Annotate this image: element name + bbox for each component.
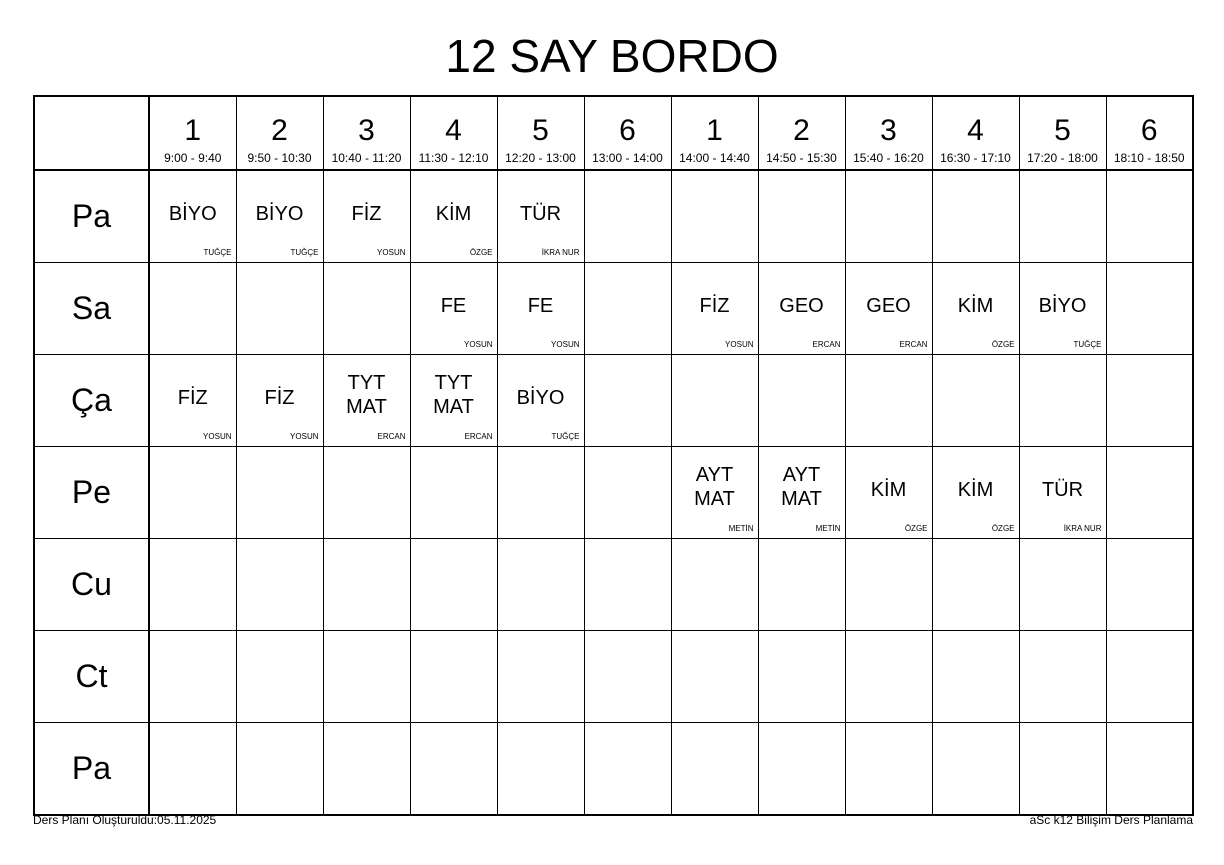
lesson-cell-content bbox=[672, 447, 758, 538]
period-time: 16:30 - 17:10 bbox=[940, 151, 1011, 165]
lesson-cell bbox=[1019, 263, 1106, 355]
lesson-cell bbox=[149, 170, 236, 263]
lesson-cell-content bbox=[585, 631, 671, 722]
lesson-cell-content bbox=[411, 447, 497, 538]
lesson-cell-content bbox=[846, 355, 932, 446]
lesson-cell bbox=[845, 263, 932, 355]
lesson-subject: FİZ bbox=[351, 202, 382, 225]
lesson-cell bbox=[584, 631, 671, 723]
lesson-subject: AYT MAT bbox=[694, 463, 735, 510]
lesson-cell bbox=[932, 170, 1019, 263]
lesson-cell bbox=[323, 447, 410, 539]
period-number: 3 bbox=[880, 114, 897, 147]
lesson-cell bbox=[410, 631, 497, 723]
lesson-cell bbox=[149, 355, 236, 447]
lesson-cell bbox=[323, 355, 410, 447]
lesson-cell-content bbox=[1020, 723, 1106, 814]
lesson-cell-content bbox=[759, 263, 845, 354]
period-number: 2 bbox=[793, 114, 810, 147]
lesson-teacher: TUĞÇE bbox=[551, 432, 580, 441]
lesson-cell bbox=[845, 355, 932, 447]
lesson-cell bbox=[323, 263, 410, 355]
lesson-cell bbox=[1106, 539, 1193, 631]
lesson-cell bbox=[845, 170, 932, 263]
lesson-cell-content bbox=[498, 447, 584, 538]
lesson-cell-content bbox=[933, 355, 1019, 446]
lesson-cell-content bbox=[1107, 539, 1193, 630]
lesson-cell bbox=[410, 447, 497, 539]
lesson-teacher: YOSUN bbox=[464, 340, 493, 349]
lesson-cell-content bbox=[846, 447, 932, 538]
period-number: 4 bbox=[445, 114, 462, 147]
period-time: 13:00 - 14:00 bbox=[592, 151, 663, 165]
period-time: 18:10 - 18:50 bbox=[1113, 151, 1185, 165]
lesson-subject: KİM bbox=[957, 478, 994, 501]
period-number: 5 bbox=[1054, 114, 1071, 147]
lesson-cell bbox=[236, 723, 323, 816]
period-header bbox=[671, 96, 758, 170]
lesson-cell bbox=[410, 263, 497, 355]
lesson-cell-content bbox=[237, 355, 323, 446]
lesson-cell bbox=[1106, 723, 1193, 816]
lesson-cell-content bbox=[672, 539, 758, 630]
period-number: 4 bbox=[967, 114, 984, 147]
lesson-cell bbox=[497, 723, 584, 816]
lesson-cell-content bbox=[237, 631, 323, 722]
lesson-cell bbox=[497, 355, 584, 447]
lesson-cell bbox=[584, 170, 671, 263]
lesson-cell-content bbox=[1020, 447, 1106, 538]
lesson-cell bbox=[671, 355, 758, 447]
lesson-subject: BİYO bbox=[516, 386, 565, 409]
lesson-cell bbox=[149, 723, 236, 816]
lesson-cell-content bbox=[933, 447, 1019, 538]
lesson-cell bbox=[323, 539, 410, 631]
period-number: 1 bbox=[184, 114, 202, 147]
lesson-cell-content bbox=[411, 171, 497, 262]
lesson-cell-content bbox=[411, 263, 497, 354]
lesson-subject: TYT MAT bbox=[346, 371, 387, 418]
lesson-subject: TYT MAT bbox=[433, 371, 474, 418]
lesson-teacher: ERCAN bbox=[464, 432, 493, 441]
lesson-cell-content bbox=[672, 171, 758, 262]
lesson-cell bbox=[671, 723, 758, 816]
lesson-cell bbox=[584, 539, 671, 631]
lesson-subject: KİM bbox=[435, 202, 472, 225]
lesson-teacher: İKRA NUR bbox=[1063, 524, 1102, 533]
lesson-cell bbox=[932, 447, 1019, 539]
period-header bbox=[932, 96, 1019, 170]
lesson-cell bbox=[845, 539, 932, 631]
lesson-cell bbox=[1019, 170, 1106, 263]
lesson-subject: FİZ bbox=[699, 294, 730, 317]
lesson-cell bbox=[584, 263, 671, 355]
lesson-cell-content bbox=[933, 263, 1019, 354]
period-header bbox=[1106, 96, 1193, 170]
period-header bbox=[845, 96, 932, 170]
lesson-cell bbox=[584, 355, 671, 447]
lesson-cell-content bbox=[237, 539, 323, 630]
lesson-cell-content bbox=[585, 447, 671, 538]
lesson-cell-content bbox=[846, 539, 932, 630]
lesson-cell bbox=[932, 631, 1019, 723]
lesson-cell bbox=[236, 631, 323, 723]
timetable bbox=[33, 95, 1194, 816]
lesson-cell bbox=[1106, 447, 1193, 539]
lesson-cell-content bbox=[1107, 263, 1193, 354]
lesson-cell-content bbox=[1020, 171, 1106, 262]
lesson-cell-content bbox=[1107, 355, 1193, 446]
lesson-cell bbox=[1106, 631, 1193, 723]
lesson-cell-content bbox=[237, 263, 323, 354]
lesson-cell bbox=[236, 355, 323, 447]
lesson-cell bbox=[410, 539, 497, 631]
period-number: 3 bbox=[358, 114, 375, 147]
day-row bbox=[34, 631, 1193, 723]
lesson-cell bbox=[1019, 723, 1106, 816]
period-header bbox=[584, 96, 671, 170]
day-label: Ct bbox=[34, 631, 149, 723]
period-time: 17:20 - 18:00 bbox=[1027, 151, 1098, 165]
corner-cell bbox=[34, 96, 149, 170]
lesson-subject: AYT MAT bbox=[781, 463, 822, 510]
lesson-cell-content bbox=[1020, 355, 1106, 446]
lesson-cell-content bbox=[933, 723, 1019, 814]
day-row bbox=[34, 355, 1193, 447]
lesson-cell-content bbox=[585, 171, 671, 262]
lesson-cell-content bbox=[846, 263, 932, 354]
day-row bbox=[34, 263, 1193, 355]
period-time: 10:40 - 11:20 bbox=[331, 151, 402, 165]
lesson-cell bbox=[410, 355, 497, 447]
lesson-cell-content bbox=[498, 355, 584, 446]
period-number: 1 bbox=[706, 114, 723, 147]
lesson-cell-content bbox=[1020, 631, 1106, 722]
lesson-cell-content bbox=[498, 171, 584, 262]
lesson-teacher: YOSUN bbox=[725, 340, 754, 349]
period-number: 5 bbox=[532, 114, 549, 147]
day-row bbox=[34, 170, 1193, 263]
lesson-cell bbox=[932, 539, 1019, 631]
lesson-teacher: İKRA NUR bbox=[541, 248, 580, 257]
period-time: 14:50 - 15:30 bbox=[766, 151, 837, 165]
lesson-cell bbox=[149, 539, 236, 631]
footer-software-credit: aSc k12 Bilişim Ders Planlama bbox=[1029, 813, 1193, 827]
lesson-cell bbox=[671, 170, 758, 263]
lesson-cell-content bbox=[672, 723, 758, 814]
lesson-teacher: YOSUN bbox=[551, 340, 580, 349]
lesson-cell bbox=[323, 631, 410, 723]
lesson-cell bbox=[497, 447, 584, 539]
period-header bbox=[758, 96, 845, 170]
lesson-cell-content bbox=[324, 447, 410, 538]
day-label: Pe bbox=[34, 447, 149, 539]
lesson-subject: KİM bbox=[870, 478, 907, 501]
lesson-cell-content bbox=[585, 355, 671, 446]
lesson-cell-content bbox=[498, 263, 584, 354]
lesson-cell bbox=[758, 447, 845, 539]
lesson-subject: TÜR bbox=[1041, 478, 1084, 501]
lesson-cell-content bbox=[1020, 539, 1106, 630]
lesson-cell bbox=[236, 263, 323, 355]
lesson-cell-content bbox=[759, 447, 845, 538]
period-number: 6 bbox=[1140, 114, 1158, 147]
lesson-cell-content bbox=[324, 631, 410, 722]
lesson-cell-content bbox=[498, 631, 584, 722]
lesson-cell-content bbox=[150, 631, 236, 722]
period-number: 2 bbox=[271, 114, 288, 147]
lesson-subject: GEO bbox=[866, 294, 911, 317]
lesson-cell-content bbox=[759, 723, 845, 814]
lesson-subject: FE bbox=[527, 294, 554, 317]
lesson-cell-content bbox=[237, 171, 323, 262]
lesson-cell bbox=[410, 723, 497, 816]
lesson-cell-content bbox=[759, 539, 845, 630]
lesson-cell-content bbox=[585, 263, 671, 354]
lesson-cell-content bbox=[324, 263, 410, 354]
lesson-teacher: METİN bbox=[728, 524, 754, 533]
lesson-teacher: YOSUN bbox=[203, 432, 232, 441]
lesson-cell-content bbox=[498, 539, 584, 630]
lesson-teacher: TUĞÇE bbox=[203, 248, 232, 257]
lesson-cell bbox=[149, 263, 236, 355]
day-label: Pa bbox=[34, 170, 149, 263]
period-time: 9:50 - 10:30 bbox=[247, 151, 312, 165]
day-row bbox=[34, 447, 1193, 539]
lesson-cell bbox=[932, 263, 1019, 355]
lesson-subject: GEO bbox=[779, 294, 824, 317]
lesson-teacher: YOSUN bbox=[290, 432, 319, 441]
lesson-cell bbox=[758, 539, 845, 631]
period-time: 15:40 - 16:20 bbox=[853, 151, 924, 165]
lesson-cell-content bbox=[1107, 447, 1193, 538]
period-header bbox=[1019, 96, 1106, 170]
lesson-cell bbox=[845, 447, 932, 539]
lesson-cell bbox=[758, 355, 845, 447]
lesson-cell-content bbox=[324, 539, 410, 630]
lesson-cell-content bbox=[150, 263, 236, 354]
lesson-cell bbox=[758, 631, 845, 723]
period-time: 14:00 - 14:40 bbox=[679, 151, 750, 165]
lesson-subject: BİYO bbox=[1038, 294, 1087, 317]
lesson-cell bbox=[758, 170, 845, 263]
lesson-cell-content bbox=[846, 171, 932, 262]
lesson-subject: TÜR bbox=[519, 202, 562, 225]
lesson-cell bbox=[671, 263, 758, 355]
lesson-cell bbox=[149, 631, 236, 723]
lesson-cell-content bbox=[1107, 723, 1193, 814]
lesson-cell-content bbox=[150, 171, 236, 262]
lesson-cell bbox=[845, 723, 932, 816]
period-header bbox=[497, 96, 584, 170]
lesson-cell-content bbox=[411, 631, 497, 722]
lesson-cell-content bbox=[672, 263, 758, 354]
lesson-cell-content bbox=[324, 171, 410, 262]
lesson-teacher: ERCAN bbox=[812, 340, 841, 349]
lesson-cell bbox=[584, 447, 671, 539]
lesson-teacher: METİN bbox=[815, 524, 841, 533]
lesson-cell bbox=[932, 355, 1019, 447]
day-label: Pa bbox=[34, 723, 149, 816]
lesson-cell-content bbox=[933, 539, 1019, 630]
lesson-cell-content bbox=[324, 355, 410, 446]
lesson-teacher: TUĞÇE bbox=[1073, 340, 1102, 349]
lesson-cell bbox=[932, 723, 1019, 816]
lesson-cell-content bbox=[411, 355, 497, 446]
lesson-cell bbox=[497, 263, 584, 355]
lesson-teacher: YOSUN bbox=[377, 248, 406, 257]
day-label: Ça bbox=[34, 355, 149, 447]
lesson-cell-content bbox=[150, 355, 236, 446]
lesson-cell bbox=[1019, 631, 1106, 723]
lesson-cell-content bbox=[672, 355, 758, 446]
lesson-cell bbox=[323, 170, 410, 263]
lesson-cell bbox=[1106, 263, 1193, 355]
lesson-cell-content bbox=[933, 631, 1019, 722]
lesson-cell-content bbox=[933, 171, 1019, 262]
footer-created-date: Ders Planı Oluşturuldu:05.11.2025 bbox=[33, 813, 217, 827]
lesson-cell bbox=[1019, 355, 1106, 447]
period-time: 12:20 - 13:00 bbox=[505, 151, 576, 165]
lesson-cell bbox=[497, 539, 584, 631]
lesson-cell-content bbox=[1020, 263, 1106, 354]
period-time: 9:00 - 9:40 bbox=[164, 151, 222, 165]
period-header-row bbox=[34, 96, 1193, 170]
lesson-subject: FİZ bbox=[177, 386, 208, 409]
period-header bbox=[323, 96, 410, 170]
lesson-cell bbox=[845, 631, 932, 723]
day-row bbox=[34, 723, 1193, 816]
lesson-cell bbox=[671, 631, 758, 723]
lesson-cell-content bbox=[237, 447, 323, 538]
lesson-cell-content bbox=[585, 723, 671, 814]
lesson-cell bbox=[497, 631, 584, 723]
lesson-cell-content bbox=[759, 355, 845, 446]
lesson-cell-content bbox=[846, 723, 932, 814]
lesson-cell bbox=[758, 723, 845, 816]
lesson-teacher: TUĞÇE bbox=[290, 248, 319, 257]
lesson-teacher: ÖZGE bbox=[991, 340, 1015, 349]
period-number: 6 bbox=[619, 114, 636, 147]
lesson-cell bbox=[236, 447, 323, 539]
period-header bbox=[410, 96, 497, 170]
period-header bbox=[149, 96, 236, 170]
lesson-teacher: ÖZGE bbox=[904, 524, 928, 533]
lesson-cell-content bbox=[1107, 631, 1193, 722]
lesson-subject: KİM bbox=[957, 294, 994, 317]
lesson-cell-content bbox=[237, 723, 323, 814]
lesson-cell bbox=[1019, 447, 1106, 539]
lesson-cell-content bbox=[150, 723, 236, 814]
lesson-cell bbox=[758, 263, 845, 355]
lesson-cell bbox=[584, 723, 671, 816]
lesson-cell-content bbox=[150, 539, 236, 630]
day-row bbox=[34, 539, 1193, 631]
lesson-subject: FE bbox=[440, 294, 467, 317]
lesson-teacher: ÖZGE bbox=[991, 524, 1015, 533]
lesson-cell bbox=[410, 170, 497, 263]
lesson-teacher: ERCAN bbox=[377, 432, 406, 441]
lesson-cell-content bbox=[585, 539, 671, 630]
lesson-cell bbox=[1019, 539, 1106, 631]
lesson-cell-content bbox=[672, 631, 758, 722]
period-header bbox=[236, 96, 323, 170]
lesson-cell-content bbox=[411, 723, 497, 814]
period-time: 11:30 - 12:10 bbox=[418, 151, 489, 165]
lesson-cell bbox=[671, 447, 758, 539]
lesson-cell bbox=[236, 170, 323, 263]
lesson-cell bbox=[671, 539, 758, 631]
lesson-cell bbox=[1106, 355, 1193, 447]
lesson-cell bbox=[497, 170, 584, 263]
lesson-subject: BİYO bbox=[255, 202, 304, 225]
lesson-cell bbox=[149, 447, 236, 539]
page-title: 12 SAY BORDO bbox=[445, 30, 779, 82]
lesson-cell bbox=[236, 539, 323, 631]
lesson-cell-content bbox=[759, 171, 845, 262]
day-label: Cu bbox=[34, 539, 149, 631]
lesson-cell-content bbox=[846, 631, 932, 722]
lesson-cell bbox=[323, 723, 410, 816]
lesson-teacher: ÖZGE bbox=[469, 248, 493, 257]
lesson-cell-content bbox=[150, 447, 236, 538]
day-label: Sa bbox=[34, 263, 149, 355]
lesson-cell-content bbox=[759, 631, 845, 722]
lesson-subject: BİYO bbox=[168, 202, 217, 225]
lesson-subject: FİZ bbox=[264, 386, 295, 409]
lesson-cell-content bbox=[498, 723, 584, 814]
lesson-teacher: ERCAN bbox=[899, 340, 928, 349]
lesson-cell-content bbox=[1107, 171, 1193, 262]
lesson-cell bbox=[1106, 170, 1193, 263]
lesson-cell-content bbox=[411, 539, 497, 630]
lesson-cell-content bbox=[324, 723, 410, 814]
